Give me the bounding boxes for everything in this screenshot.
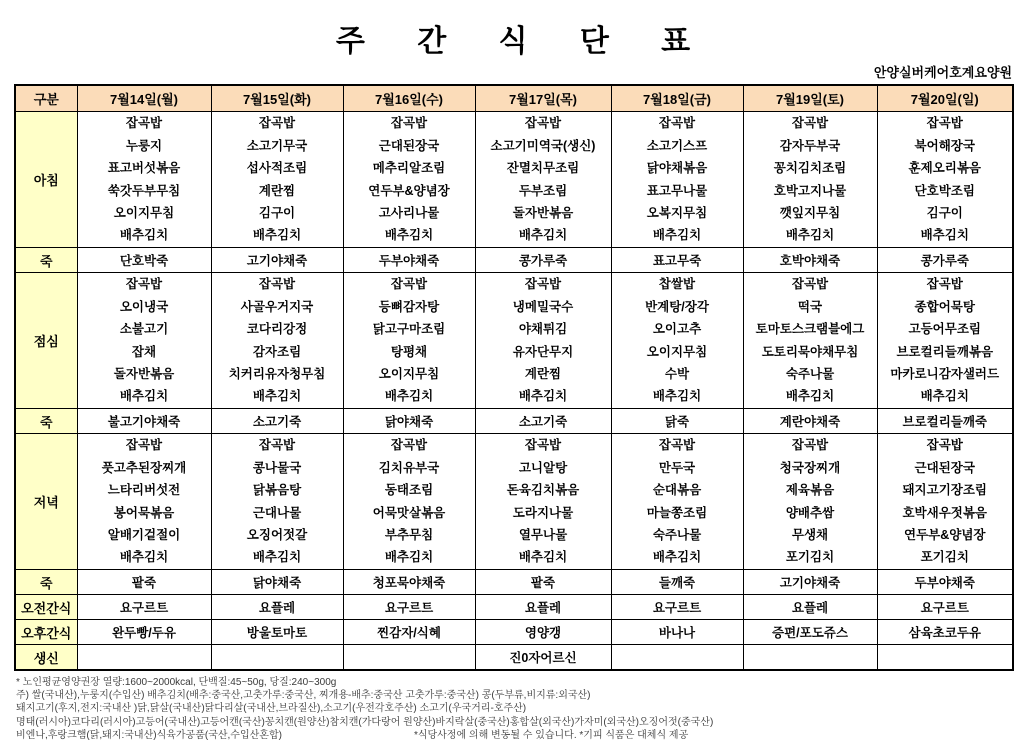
menu-cell-r7-c1: 방울토마토 (211, 620, 343, 645)
menu-cell-r8-c0 (77, 645, 211, 671)
menu-item: 오징어젓갈 (246, 527, 308, 542)
menu-cell-r6-c5: 요플레 (743, 595, 877, 620)
menu-item: 배추김치 (652, 228, 702, 243)
page-title: 주 간 식 단 표 (335, 25, 713, 58)
row-label: 죽 (15, 570, 77, 595)
menu-item: 소고기미역국(생신) (490, 138, 596, 153)
menu-item: 표고무나물 (646, 183, 708, 198)
corner-header: 구분 (15, 85, 77, 112)
menu-item: 닭볶음탕 (252, 483, 302, 498)
menu-cell-r0-c3 (475, 112, 611, 248)
menu-item: 포기김치 (785, 550, 835, 565)
menu-item: 근대나물 (252, 505, 302, 520)
menu-item: 쑥갓두부무침 (107, 183, 181, 198)
menu-cell-r3-c1: 소고기죽 (211, 409, 343, 434)
menu-item: 표고버섯볶음 (107, 161, 181, 176)
menu-item: 잡곡밥 (524, 277, 562, 292)
menu-item: 배추김치 (920, 228, 969, 243)
menu-item: 닭야채볶음 (646, 161, 708, 176)
menu-cell-r3-c2: 닭야채죽 (343, 409, 475, 434)
menu-item: 돼지고기장조림 (902, 483, 988, 498)
menu-cell-r0-c5 (743, 112, 877, 248)
menu-item: 오이냉국 (119, 299, 169, 314)
menu-item: 닭고구마조림 (372, 322, 446, 337)
menu-cell-r3-c6: 브로컬리들깨죽 (877, 409, 1013, 434)
menu-item: 훈제오리볶음 (908, 161, 981, 176)
table-row-오전간식 (15, 595, 1013, 620)
menu-item: 오이지무침 (113, 205, 175, 220)
menu-cell-r3-c5: 계란야채죽 (743, 409, 877, 434)
table-row-아침 (15, 112, 1013, 248)
menu-item: 단호박조림 (914, 183, 975, 198)
menu-item: 섭사적조림 (246, 161, 308, 176)
footnote-line (16, 729, 1016, 742)
menu-item: 청국장찌개 (779, 460, 841, 475)
menu-item: 두부조림 (518, 183, 568, 198)
menu-item: 무생채 (791, 527, 829, 542)
menu-item: 잡곡밥 (524, 438, 562, 453)
menu-item: 배추김치 (652, 550, 702, 565)
menu-cell-r7-c6: 삼육초코두유 (877, 620, 1013, 645)
menu-item: 도라지나물 (512, 505, 574, 520)
menu-item: 냉메밀국수 (512, 299, 574, 314)
menu-item: 등뼈감자탕 (378, 299, 440, 314)
menu-cell-r8-c4 (611, 645, 743, 671)
row-label: 오전간식 (15, 595, 77, 620)
menu-item: 사골우거지국 (240, 299, 314, 314)
menu-item: 연두부&양념장 (368, 183, 450, 198)
menu-cell-r4-c3 (475, 434, 611, 570)
menu-item: 호박새우젓볶음 (902, 505, 988, 520)
menu-item: 오이지무침 (646, 344, 708, 359)
menu-cell-r1-c0: 단호박죽 (77, 248, 211, 273)
menu-cell-r7-c0: 완두빵/두유 (77, 620, 211, 645)
menu-item: 풋고추된장찌개 (101, 460, 187, 475)
menu-item: 마늘쫑조림 (646, 505, 708, 520)
day-header-0: 7월14일(월) (77, 85, 211, 112)
menu-cell-r2-c5 (743, 273, 877, 409)
menu-item: 배추김치 (252, 389, 302, 404)
menu-item: 포기김치 (920, 550, 969, 565)
menu-item: 배추김치 (785, 228, 835, 243)
menu-cell-r8-c3: 진0자어르신 (475, 645, 611, 671)
menu-item: 제육볶음 (785, 483, 835, 498)
day-header-1: 7월15일(화) (211, 85, 343, 112)
footnote-line: 주) 쌀(국내산),누룽지(수입산) 배추김치(배추:중국산,고춧가루:중국산, 찌개용-배추:중국산 고춧가루:중국산) 콩(두부류,비지류:외국산) (16, 690, 591, 702)
menu-item: 배추김치 (920, 389, 969, 404)
row-label: 죽 (15, 248, 77, 273)
menu-item: 봉어묵볶음 (113, 505, 175, 520)
menu-cell-r5-c2: 청포묵야채죽 (343, 570, 475, 595)
menu-item: 배추김치 (119, 389, 169, 404)
menu-cell-r6-c4: 요구르트 (611, 595, 743, 620)
menu-item: 오이지무침 (378, 366, 440, 381)
menu-cell-r4-c4 (611, 434, 743, 570)
menu-item: 계란찜 (258, 183, 296, 198)
row-label: 점심 (15, 273, 77, 409)
menu-item: 감자조림 (252, 344, 302, 359)
menu-cell-r6-c2: 요구르트 (343, 595, 475, 620)
menu-item: 배추김치 (384, 228, 434, 243)
table-row-오후간식 (15, 620, 1013, 645)
menu-cell-r5-c5: 고기야채죽 (743, 570, 877, 595)
menu-item: 배추김치 (518, 228, 568, 243)
menu-cell-r0-c1 (211, 112, 343, 248)
footnote-line: * 노인평균영양권장 열량:1600~2000kcal, 단백질:45~50g, 당질:240~300g (16, 677, 337, 688)
menu-cell-r2-c1 (211, 273, 343, 409)
facility-name: 안양실버케어호계요양원 (873, 65, 1012, 80)
row-label: 아침 (15, 112, 77, 248)
menu-item: 김구이 (258, 205, 296, 220)
menu-item: 어묵맛살볶음 (372, 505, 446, 520)
day-header-3: 7월17일(목) (475, 85, 611, 112)
menu-item: 종합어묵탕 (914, 299, 975, 314)
table-row-저녁 (15, 434, 1013, 570)
menu-cell-r5-c3: 팥죽 (475, 570, 611, 595)
menu-cell-r7-c3: 영양갱 (475, 620, 611, 645)
menu-item: 잡채 (131, 344, 157, 359)
row-label: 생신 (15, 645, 77, 671)
menu-cell-r1-c6: 콩가루죽 (877, 248, 1013, 273)
menu-cell-r1-c3: 콩가루죽 (475, 248, 611, 273)
menu-item: 토마토스크램블에그 (755, 322, 865, 337)
menu-item: 근대된장국 (378, 138, 440, 153)
menu-cell-r0-c6 (877, 112, 1013, 248)
menu-item: 양배추쌈 (785, 505, 835, 520)
day-header-4: 7월18일(금) (611, 85, 743, 112)
menu-cell-r2-c0 (77, 273, 211, 409)
menu-cell-r5-c6: 두부야채죽 (877, 570, 1013, 595)
menu-cell-r1-c4: 표고무죽 (611, 248, 743, 273)
menu-item: 돌자반볶음 (512, 205, 574, 220)
table-header-row (15, 85, 1013, 112)
menu-item: 반계탕/장각 (645, 299, 709, 314)
menu-item: 잡곡밥 (926, 116, 963, 131)
menu-item: 만두국 (658, 460, 696, 475)
menu-item: 배추김치 (119, 228, 169, 243)
menu-cell-r2-c2 (343, 273, 475, 409)
menu-item: 잡곡밥 (390, 277, 428, 292)
menu-cell-r1-c1: 고기야채죽 (211, 248, 343, 273)
menu-item: 소고기무국 (246, 138, 308, 153)
row-label: 저녁 (15, 434, 77, 570)
menu-item: 꽁치김치조림 (773, 161, 847, 176)
menu-item: 깻잎지무침 (779, 205, 841, 220)
menu-item: 배추김치 (518, 389, 568, 404)
menu-cell-r4-c5 (743, 434, 877, 570)
table-row-점심 (15, 273, 1013, 409)
menu-item: 배추김치 (384, 389, 434, 404)
row-label: 오후간식 (15, 620, 77, 645)
footnote-line: 돼지고기(후지,전지:국내산 )닭,닭살(국내산)닭다리살(국내산,브라질산),소고기(우전각호주산) 소고기(우국거리-호주산) (16, 703, 527, 715)
menu-item: 숙주나물 (652, 527, 702, 542)
day-header-2: 7월16일(수) (343, 85, 475, 112)
footnotes (16, 676, 1016, 742)
menu-cell-r6-c3: 요플레 (475, 595, 611, 620)
menu-cell-r1-c2: 두부야채죽 (343, 248, 475, 273)
menu-cell-r4-c6 (877, 434, 1013, 570)
menu-item: 북어해장국 (914, 138, 975, 153)
menu-cell-r6-c0: 요구르트 (77, 595, 211, 620)
menu-item: 탕평채 (390, 344, 428, 359)
menu-item: 잡곡밥 (258, 116, 296, 131)
menu-item: 도토리묵야채무침 (761, 344, 859, 359)
menu-item: 잡곡밥 (791, 277, 829, 292)
menu-item: 고사리나물 (378, 205, 440, 220)
footnote-origin-text: 비엔나,후랑크햄(닭,돼지:국내산)식육가공품(국산,수입산혼합) (16, 729, 282, 741)
menu-item: 연두부&양념장 (904, 527, 986, 542)
footnote-line: 명태(러시아)코다리(러시아)고등어(국내산)고등어캔(국산)꽁치캔(원양산)참치캔(가다랑어 원양산)바지락살(중국산)홍합살(외국산)가자미(외국산)오징어젓(중국산) (16, 716, 714, 728)
menu-item: 메추리알조림 (372, 161, 446, 176)
menu-cell-r3-c4: 닭죽 (611, 409, 743, 434)
table-row-죽 (15, 409, 1013, 434)
menu-item: 근대된장국 (914, 460, 975, 475)
menu-cell-r8-c5 (743, 645, 877, 671)
menu-item: 잡곡밥 (125, 116, 163, 131)
menu-item: 돈육김치볶음 (506, 483, 580, 498)
menu-cell-r8-c2 (343, 645, 475, 671)
menu-item: 잡곡밥 (258, 277, 296, 292)
menu-item: 잡곡밥 (258, 438, 296, 453)
menu-item: 배추김치 (119, 550, 169, 565)
menu-item: 계란찜 (524, 366, 562, 381)
menu-item: 돌자반볶음 (113, 366, 175, 381)
day-header-6: 7월20일(일) (877, 85, 1013, 112)
menu-item: 배추김치 (252, 550, 302, 565)
menu-item: 잡곡밥 (926, 277, 963, 292)
menu-item: 호박고지나물 (773, 183, 847, 198)
menu-item: 마카로니감자샐러드 (890, 366, 1000, 381)
menu-item: 코다리강정 (246, 322, 308, 337)
menu-item: 배추김치 (252, 228, 302, 243)
menu-item: 잡곡밥 (125, 438, 163, 453)
menu-item: 알배기겉절이 (107, 527, 181, 542)
menu-cell-r5-c0: 팥죽 (77, 570, 211, 595)
menu-item: 떡국 (797, 299, 823, 314)
menu-item: 동태조림 (384, 483, 434, 498)
menu-item: 소고기스프 (646, 138, 708, 153)
menu-cell-r2-c6 (877, 273, 1013, 409)
menu-cell-r2-c4 (611, 273, 743, 409)
menu-item: 브로컬리들깨볶음 (896, 344, 994, 359)
menu-item: 누룽지 (125, 138, 163, 153)
menu-item: 숙주나물 (785, 366, 835, 381)
menu-item: 배추김치 (785, 389, 835, 404)
menu-item: 감자두부국 (779, 138, 841, 153)
menu-cell-r4-c0 (77, 434, 211, 570)
menu-item: 배추김치 (384, 550, 434, 565)
menu-item: 김구이 (926, 205, 963, 220)
menu-item: 잡곡밥 (390, 438, 428, 453)
menu-cell-r7-c5: 증편/포도쥬스 (743, 620, 877, 645)
menu-item: 잡곡밥 (390, 116, 428, 131)
table-row-죽 (15, 570, 1013, 595)
menu-cell-r4-c2 (343, 434, 475, 570)
menu-item: 배추김치 (652, 389, 702, 404)
menu-item: 잡곡밥 (524, 116, 562, 131)
menu-item: 잡곡밥 (791, 438, 829, 453)
table-row-생신 (15, 645, 1013, 671)
menu-cell-r0-c0 (77, 112, 211, 248)
menu-item: 김치유부국 (378, 460, 440, 475)
menu-item: 배추김치 (518, 550, 568, 565)
menu-item: 열무나물 (518, 527, 568, 542)
menu-item: 느타리버섯전 (107, 483, 181, 498)
menu-cell-r3-c3: 소고기죽 (475, 409, 611, 434)
menu-item: 잡곡밥 (658, 116, 696, 131)
menu-item: 잡곡밥 (658, 438, 696, 453)
menu-item: 잡곡밥 (926, 438, 963, 453)
day-header-5: 7월19일(토) (743, 85, 877, 112)
menu-cell-r5-c1: 닭야채죽 (211, 570, 343, 595)
menu-cell-r6-c6: 요구르트 (877, 595, 1013, 620)
menu-item: 소불고기 (119, 322, 169, 337)
menu-cell-r2-c3 (475, 273, 611, 409)
weekly-menu-table (14, 84, 1014, 671)
menu-cell-r5-c4: 들깨죽 (611, 570, 743, 595)
menu-cell-r8-c1 (211, 645, 343, 671)
menu-cell-r3-c0: 불고기야채죽 (77, 409, 211, 434)
menu-cell-r8-c6 (877, 645, 1013, 671)
menu-cell-r4-c1 (211, 434, 343, 570)
menu-item: 잔멸치무조림 (506, 161, 580, 176)
row-label: 죽 (15, 409, 77, 434)
menu-cell-r7-c2: 찐감자/식혜 (343, 620, 475, 645)
menu-item: 고등어무조림 (908, 322, 981, 337)
menu-cell-r7-c4: 바나나 (611, 620, 743, 645)
menu-item: 잡곡밥 (125, 277, 163, 292)
menu-item: 고니알탕 (518, 460, 568, 475)
menu-item: 오복지무침 (646, 205, 708, 220)
menu-item: 야채튀김 (518, 322, 568, 337)
table-row-죽 (15, 248, 1013, 273)
menu-cell-r6-c1: 요플레 (211, 595, 343, 620)
menu-item: 순대볶음 (652, 483, 702, 498)
menu-item: 부추무침 (384, 527, 434, 542)
menu-item: 유자단무지 (512, 344, 574, 359)
menu-cell-r0-c2 (343, 112, 475, 248)
menu-item: 찹쌀밥 (658, 277, 696, 292)
menu-item: 수박 (664, 366, 690, 381)
menu-item: 잡곡밥 (791, 116, 829, 131)
menu-cell-r0-c4 (611, 112, 743, 248)
menu-item: 오이고추 (652, 322, 702, 337)
menu-cell-r1-c5: 호박야채죽 (743, 248, 877, 273)
menu-change-notice: *식당사정에 의해 변동될 수 있습니다. *기피 식품은 대체식 제공 (413, 729, 689, 741)
menu-item: 콩나물국 (252, 460, 302, 475)
menu-item: 치커리유자청무침 (228, 366, 326, 381)
